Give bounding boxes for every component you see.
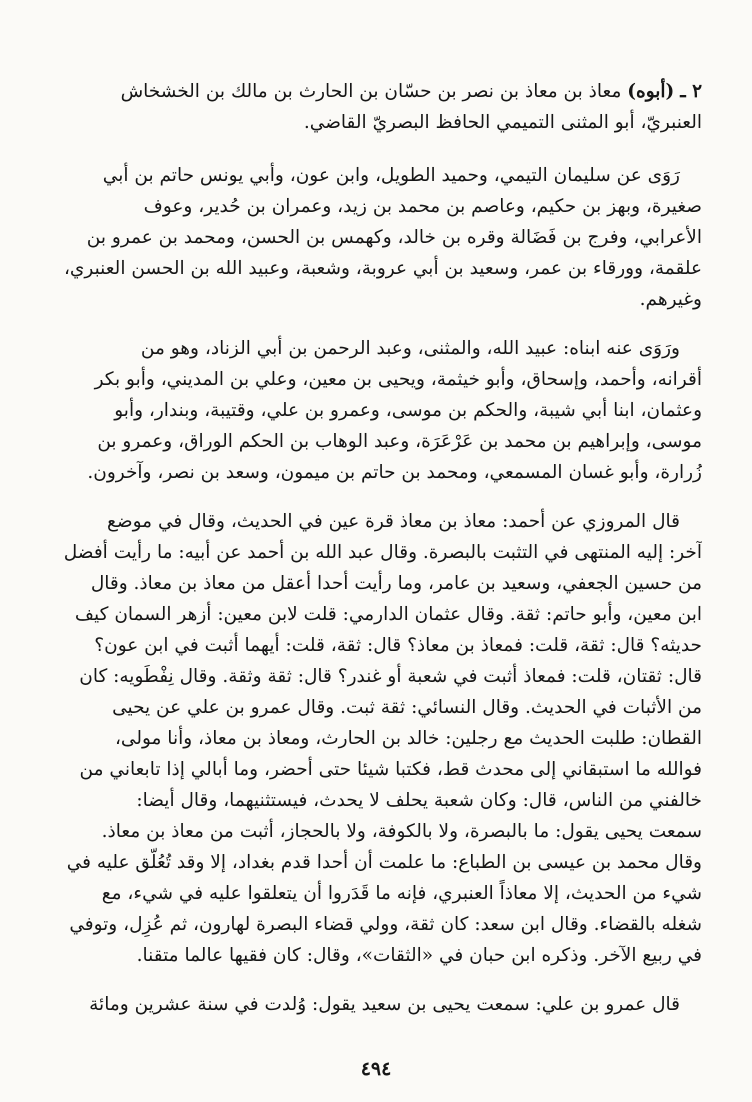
text-line: زُرارة، وأبو غسان المسمعي، ومحمد بن حاتم بن ميمون، وسعد بن نصر، وآخرون. [87, 462, 702, 483]
entry-name: معاذ بن معاذ بن نصر بن حسّان بن الحارث بن مالك بن الخشخاش [120, 81, 628, 102]
text-line: شغله بالقضاء. وقال ابن سعد: كان ثقة، وولي قضاء البصرة لهارون، ثم عُزِل، وتوفي [69, 914, 702, 935]
text-line: في ربيع الآخر. وذكره ابن حبان في «الثقات»، وقال: كان فقيها عالما متقنا. [136, 945, 702, 966]
text-line: موسى، وإبراهيم بن محمد بن عَرْعَرَة، وعبد الوهاب بن الحكم الوراق، وعمرو بن [97, 431, 702, 452]
entry-heading [52, 76, 702, 138]
text-line: فوالله ما استبقاني إلى محدث قط، فكتبا شيئا حتى أحضر، وما أبالي إذا تابعاني من [79, 759, 702, 780]
text-line: شيء من الحديث، إلا معاذاً العنبري، فإنه ما قَدَروا أن يتعلقوا عليه في شيء، مع [101, 883, 702, 904]
paragraph-narrators-from [52, 160, 702, 315]
text-line: الأعرابي، وفرج بن فَضَالة وقره بن خالد، وكهمس بن الحسن، ومحمد بن عمرو بن [86, 227, 702, 248]
text-line: صغيرة، وبهز بن حكيم، وعاصم بن محمد بن زيد، وعمران بن حُدير، وعوف [143, 196, 702, 217]
text-line: رَوَى عن سليمان التيمي، وحميد الطويل، وابن عون، وأبي يونس حاتم بن أبي [102, 165, 680, 186]
text-line: قال عمرو بن علي: سمعت يحيى بن سعيد يقول: وُلدت في سنة عشرين ومائة [89, 994, 680, 1015]
text-line: من الأثبات في الحديث. وقال النسائي: ثقة ثبت. وقال عمرو بن علي عن يحيى [112, 697, 702, 718]
text-line: قال: ثقتان، قلت: فمعاذ أثبت في شعبة أو غندر؟ قال: ثقة وثقة. وقال نِفْطَويه: كان [79, 666, 702, 687]
paragraph-assessments [52, 506, 702, 971]
page-number: ٤٩٤ [360, 1058, 392, 1080]
paragraph-birth [52, 989, 702, 1020]
text-line: من حسين الجعفي، وسعيد بن عامر، وما رأيت أحدا أعقل من معاذ بن معاذ. وقال [90, 573, 702, 594]
text-line: آخر: إليه المنتهى في التثبت بالبصرة. وقال عبد الله بن أحمد عن أبيه: ما رأيت أفضل [63, 542, 702, 563]
entry-number: ٢ ـ [680, 81, 702, 102]
text-line: القطان: طلبت الحديث مع رجلين: خالد بن الحارث، ومعاذ بن معاذ، وأنا مولى، [114, 728, 702, 749]
text-line: وغيرهم. [639, 289, 702, 310]
text-line: وعثمان، ابنا أبي شيبة، والحكم بن موسى، وعمرو بن علي، وقتيبة، وبندار، وأبو [114, 400, 702, 421]
text-line: سمعت يحيى يقول: ما بالبصرة، ولا بالكوفة، ولا بالحجاز، أثبت من معاذ بن معاذ. [101, 821, 702, 842]
text-line: ابن معين، وأبو حاتم: ثقة. وقال عثمان الدارمي: قلت لابن معين: أزهر السمان كيف [74, 604, 702, 625]
entry-label: (أبوه) [627, 81, 675, 102]
text-line: ورَوَى عنه ابناه: عبيد الله، والمثنى، وعبد الرحمن بن أبي الزناد، وهو من [140, 338, 680, 359]
text-line: قال المروزي عن أحمد: معاذ بن معاذ قرة عين في الحديث، وقال في موضع [107, 511, 680, 532]
paragraph-narrators-to [52, 333, 702, 488]
text-line: أقرانه، وأحمد، وإسحاق، وأبو خيثمة، ويحيى بن معين، وعلي بن المديني، وأبو بكر [94, 369, 702, 390]
text-line: حديثه؟ قال: ثقة، قلت: فمعاذ بن معاذ؟ قال: ثقة، قلت: أيهما أثبت في ابن عون؟ [94, 635, 702, 656]
page-body [52, 76, 702, 1020]
text-line: وقال محمد بن عيسى بن الطباع: ما علمت أن أحدا قدم بغداد، إلا وقد تُعُلّق عليه في [66, 852, 702, 873]
text-line: علقمة، وورقاء بن عمر، وسعيد بن أبي عروبة، وشعبة، وعبيد الله بن الحسن العنبري، [63, 258, 702, 279]
text-line: خالفني من الناس، قال: وكان شعبة يحلف لا يحدث، فيستثنيهما، وقال أيضا: [136, 790, 702, 811]
heading-line-1 [52, 76, 702, 107]
heading-line-2: العنبريّ، أبو المثنى التميمي الحافظ البصريّ القاضي. [303, 112, 702, 133]
